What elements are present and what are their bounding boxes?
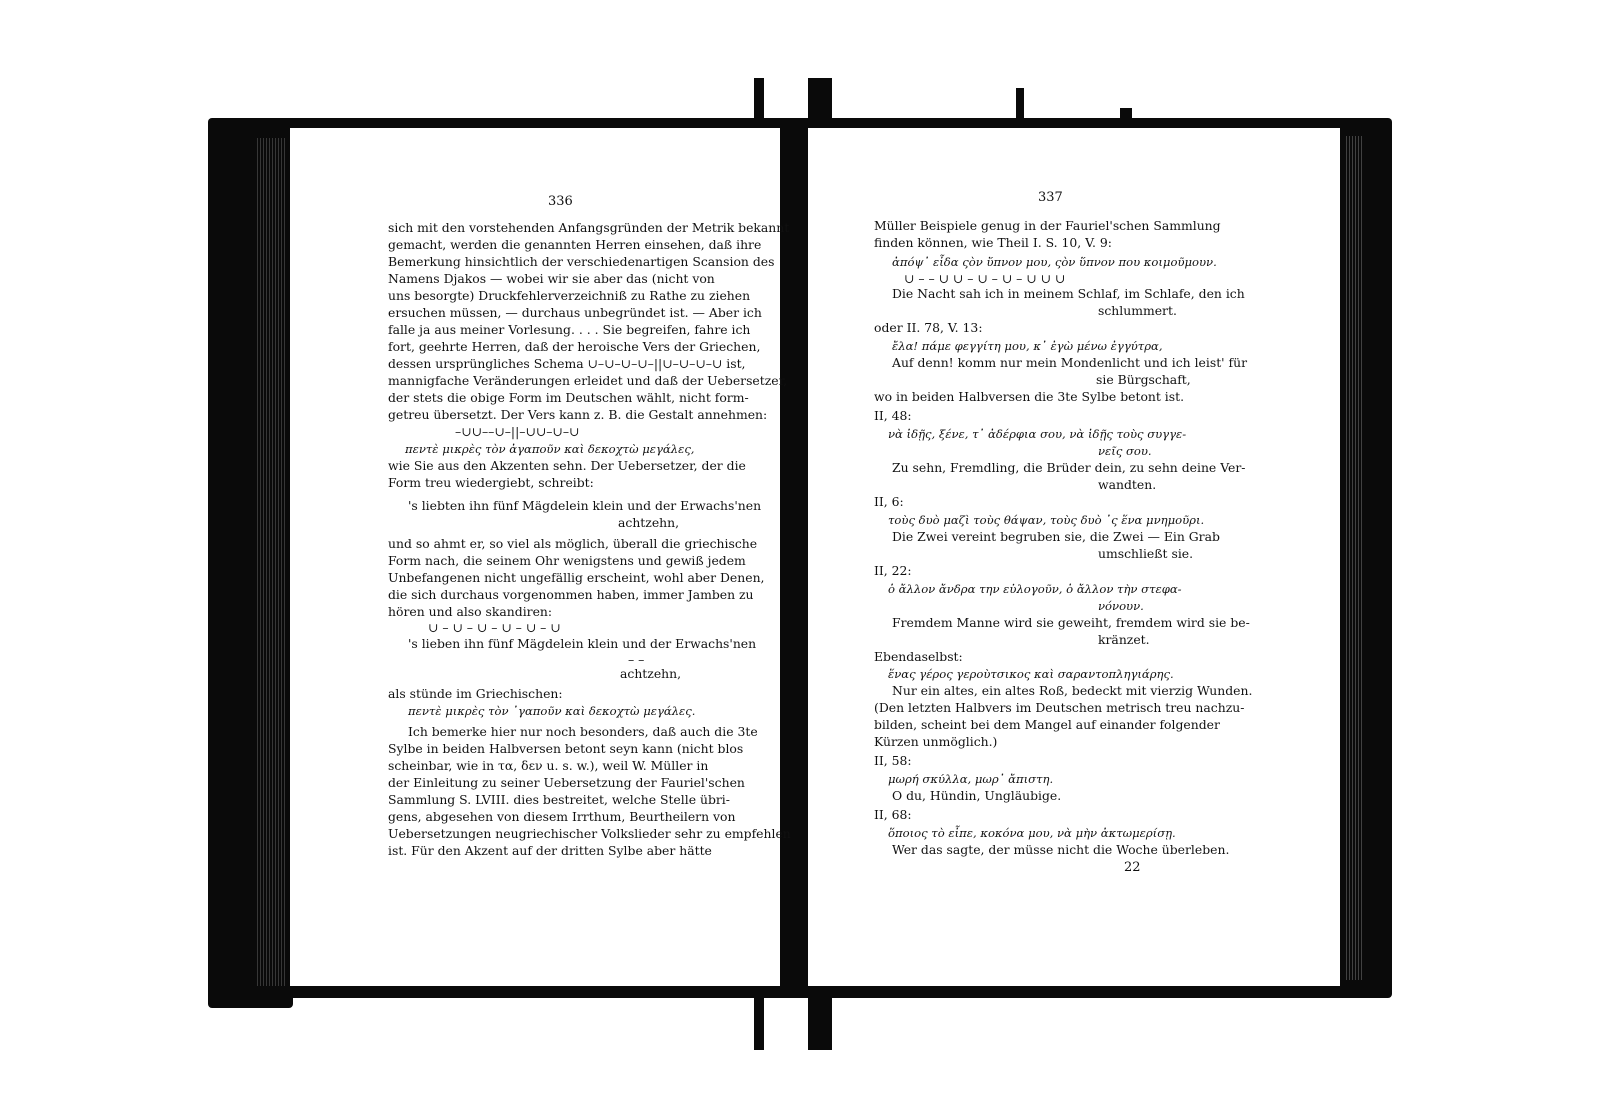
right-page-line: II, 22: [874, 563, 912, 578]
left-page-line: ersuchen müssen, — durchaus unbegründet ist. — Aber ich [388, 305, 762, 320]
left-page-line: falle ja aus meiner Vorlesung. . . . Sie begreifen, fahre ich [388, 322, 751, 337]
right-page-line: II, 58: [874, 753, 912, 768]
left-page-line: mannigfache Veränderungen erleidet und daß der Uebersetzer, [388, 373, 788, 388]
spine-clip-top-right [808, 78, 832, 128]
spine-clip-top-left [754, 78, 764, 128]
left-page-line: der Einleitung zu seiner Uebersetzung der Fauriel'schen [388, 775, 745, 790]
left-page-line: – – [628, 652, 645, 667]
left-page-line: und so ahmt er, so viel als möglich, überall die griechische [388, 536, 758, 551]
right-page-line: τοὺς δυὸ μαζὶ τοὺς θάψαν, τοὺς δυὸ ᾿ς ἕνα μνημοῦρι. [888, 513, 1205, 527]
left-page-line: dessen ursprüngliches Schema ∪–∪–∪–∪–||∪–∪–∪–∪ ist, [388, 356, 746, 371]
left-page-line: gemacht, werden die genannten Herren einsehen, daß ihre [388, 237, 762, 252]
left-page-line: getreu übersetzt. Der Vers kann z. B. die Gestalt annehmen: [388, 407, 768, 422]
left-page-line: der stets die obige Form im Deutschen wählt, nicht form- [388, 390, 749, 405]
right-page [816, 128, 1340, 986]
right-page-line: Auf denn! komm nur mein Mondenlicht und ich leist' für [892, 355, 1248, 370]
spine-clip-bottom-right [808, 990, 832, 1050]
left-page-line: sich mit den vorstehenden Anfangsgründen der Metrik bekannt [388, 220, 790, 235]
right-page-line: kränzet. [1098, 632, 1150, 647]
right-book-edge [1340, 118, 1392, 998]
right-page-line: Die Nacht sah ich in meinem Schlaf, im Schlafe, den ich [892, 286, 1245, 301]
left-page-line: Form treu wiedergiebt, schreibt: [388, 475, 594, 490]
page-tab-right [1120, 108, 1132, 130]
page-tab-top [1016, 88, 1024, 126]
right-page-line: ∪ – – ∪ ∪ – ∪ – ∪ – ∪ ∪ ∪ [904, 271, 1066, 286]
right-page-line: νεῖς σου. [1098, 444, 1152, 458]
right-page-line: νόνουν. [1098, 599, 1144, 613]
left-page-line: Unbefangenen nicht ungefällig erscheint, wohl aber Denen, [388, 570, 765, 585]
left-page-line: Namens Djakos — wobei wir sie aber das (nicht von [388, 271, 715, 286]
right-page-line: wo in beiden Halbversen die 3te Sylbe betont ist. [874, 389, 1185, 404]
left-page-line: Ich bemerke hier nur noch besonders, daß auch die 3te [408, 724, 758, 739]
left-page-line: 's lieben ihn fünf Mägdelein klein und der Erwachs'nen [408, 636, 757, 651]
left-page-line: uns besorgte) Druckfehlerverzeichniß zu Rathe zu ziehen [388, 288, 751, 303]
left-book-edge [208, 118, 293, 1008]
left-page-line: Sylbe in beiden Halbversen betont seyn kann (nicht blos [388, 741, 744, 756]
left-page [290, 128, 791, 986]
right-page-line: νὰ ἰδῇς, ξένε, τ᾿ ἀδέρφια σου, νὰ ἰδῇς τοὺς συγγε- [888, 427, 1187, 441]
right-page-line: II, 68: [874, 807, 912, 822]
right-page-line: Kürzen unmöglich.) [874, 734, 998, 749]
spine-clip-bottom-left [754, 990, 764, 1050]
right-page-line: II, 48: [874, 408, 912, 423]
right-page-line: II, 6: [874, 494, 904, 509]
left-page-line: wie Sie aus den Akzenten sehn. Der Uebersetzer, der die [388, 458, 746, 473]
right-page-line: sie Bürgschaft, [1096, 372, 1191, 387]
right-page-line: umschließt sie. [1098, 546, 1194, 561]
right-page-line: Fremdem Manne wird sie geweiht, fremdem wird sie be- [892, 615, 1250, 630]
left-page-line: achtzehn, [620, 666, 682, 681]
right-page-line: Müller Beispiele genug in der Fauriel'schen Sammlung [874, 218, 1221, 233]
left-page-line: als stünde im Griechischen: [388, 686, 563, 701]
right-page-line: wandten. [1098, 477, 1157, 492]
right-page-line: Die Zwei vereint begruben sie, die Zwei — Ein Grab [892, 529, 1220, 544]
right-page-number: 337 [1038, 190, 1063, 205]
right-page-line: μωρή σκύλλα, μωρ᾿ ἄπιστη. [888, 772, 1054, 786]
left-page-line: achtzehn, [618, 515, 680, 530]
right-page-line: Wer das sagte, der müsse nicht die Woche überleben. [892, 842, 1230, 857]
right-page-line: O du, Hündin, Ungläubige. [892, 788, 1062, 803]
left-page-line: Form nach, die seinem Ohr wenigstens und gewiß jedem [388, 553, 746, 568]
right-page-line: oder II. 78, V. 13: [874, 320, 983, 335]
left-page-line: –∪∪––∪–||–∪∪–∪–∪ [455, 424, 580, 439]
left-page-line: scheinbar, wie in τα, δεν u. s. w.), weil W. Müller in [388, 758, 709, 773]
left-page-line: die sich durchaus vorgenommen haben, immer Jamben zu [388, 587, 754, 602]
right-page-line: ὅποιος τὸ εἶπε, κοκόνα μου, νὰ μὴν ἀκτωμερίσῃ. [888, 826, 1176, 840]
left-page-line: πεντὲ μικρὲς τὸν ᾿γαποῦν καὶ δεκοχτὼ μεγάλες. [408, 704, 696, 718]
signature-mark: 22 [1124, 860, 1141, 875]
left-page-line: Uebersetzungen neugriechischer Volkslieder sehr zu empfehlen [388, 826, 791, 841]
right-page-line: Nur ein altes, ein altes Roß, bedeckt mit vierzig Wunden. [892, 683, 1253, 698]
right-page-line: ἔλα! πάμε φεγγίτη μου, κ᾿ ἐγὼ μένω ἐγγύτρα, [892, 339, 1163, 353]
left-page-line: Bemerkung hinsichtlich der verschiedenartigen Scansion des [388, 254, 775, 269]
right-page-line: finden können, wie Theil I. S. 10, V. 9: [874, 235, 1112, 250]
left-page-line: ∪ – ∪ – ∪ – ∪ – ∪ – ∪ [428, 620, 561, 635]
left-page-number: 336 [548, 194, 573, 209]
left-page-line: gens, abgesehen von diesem Irrthum, Beurtheilern von [388, 809, 736, 824]
spine [780, 118, 808, 998]
right-page-line: ὁ ἄλλον ἄνδρα την εὐλογοῦν, ὁ ἄλλον τὴν στεφα- [888, 582, 1182, 596]
right-page-line: schlummert. [1098, 303, 1177, 318]
right-page-line: ἕνας γέρος γεροὺτσικος καὶ σαραντοπληγιάρης. [888, 667, 1174, 681]
right-page-line: (Den letzten Halbvers im Deutschen metrisch treu nachzu- [874, 700, 1245, 715]
left-page-line: 's liebten ihn fünf Mägdelein klein und der Erwachs'nen [408, 498, 762, 513]
right-page-line: Ebendaselbst: [874, 649, 963, 664]
left-page-line: Sammlung S. LVIII. dies bestreitet, welche Stelle übri- [388, 792, 730, 807]
left-page-line: fort, geehrte Herren, daß der heroische Vers der Griechen, [388, 339, 761, 354]
right-page-line: bilden, scheint bei dem Mangel auf einander folgender [874, 717, 1220, 732]
left-page-line: ist. Für den Akzent auf der dritten Sylbe aber hätte [388, 843, 712, 858]
right-page-line: Zu sehn, Fremdling, die Brüder dein, zu sehn deine Ver- [892, 460, 1246, 475]
left-page-line: πεντὲ μικρὲς τὸν ἀγαποῦν καὶ δεκοχτὼ μεγάλες, [405, 442, 695, 456]
left-page-line: hören und also skandiren: [388, 604, 553, 619]
right-page-line: ἀπόψ᾿ εἶδα ςὸν ὕπνον μου, ςὸν ὕπνον που κοιμοῦμουν. [892, 255, 1217, 269]
